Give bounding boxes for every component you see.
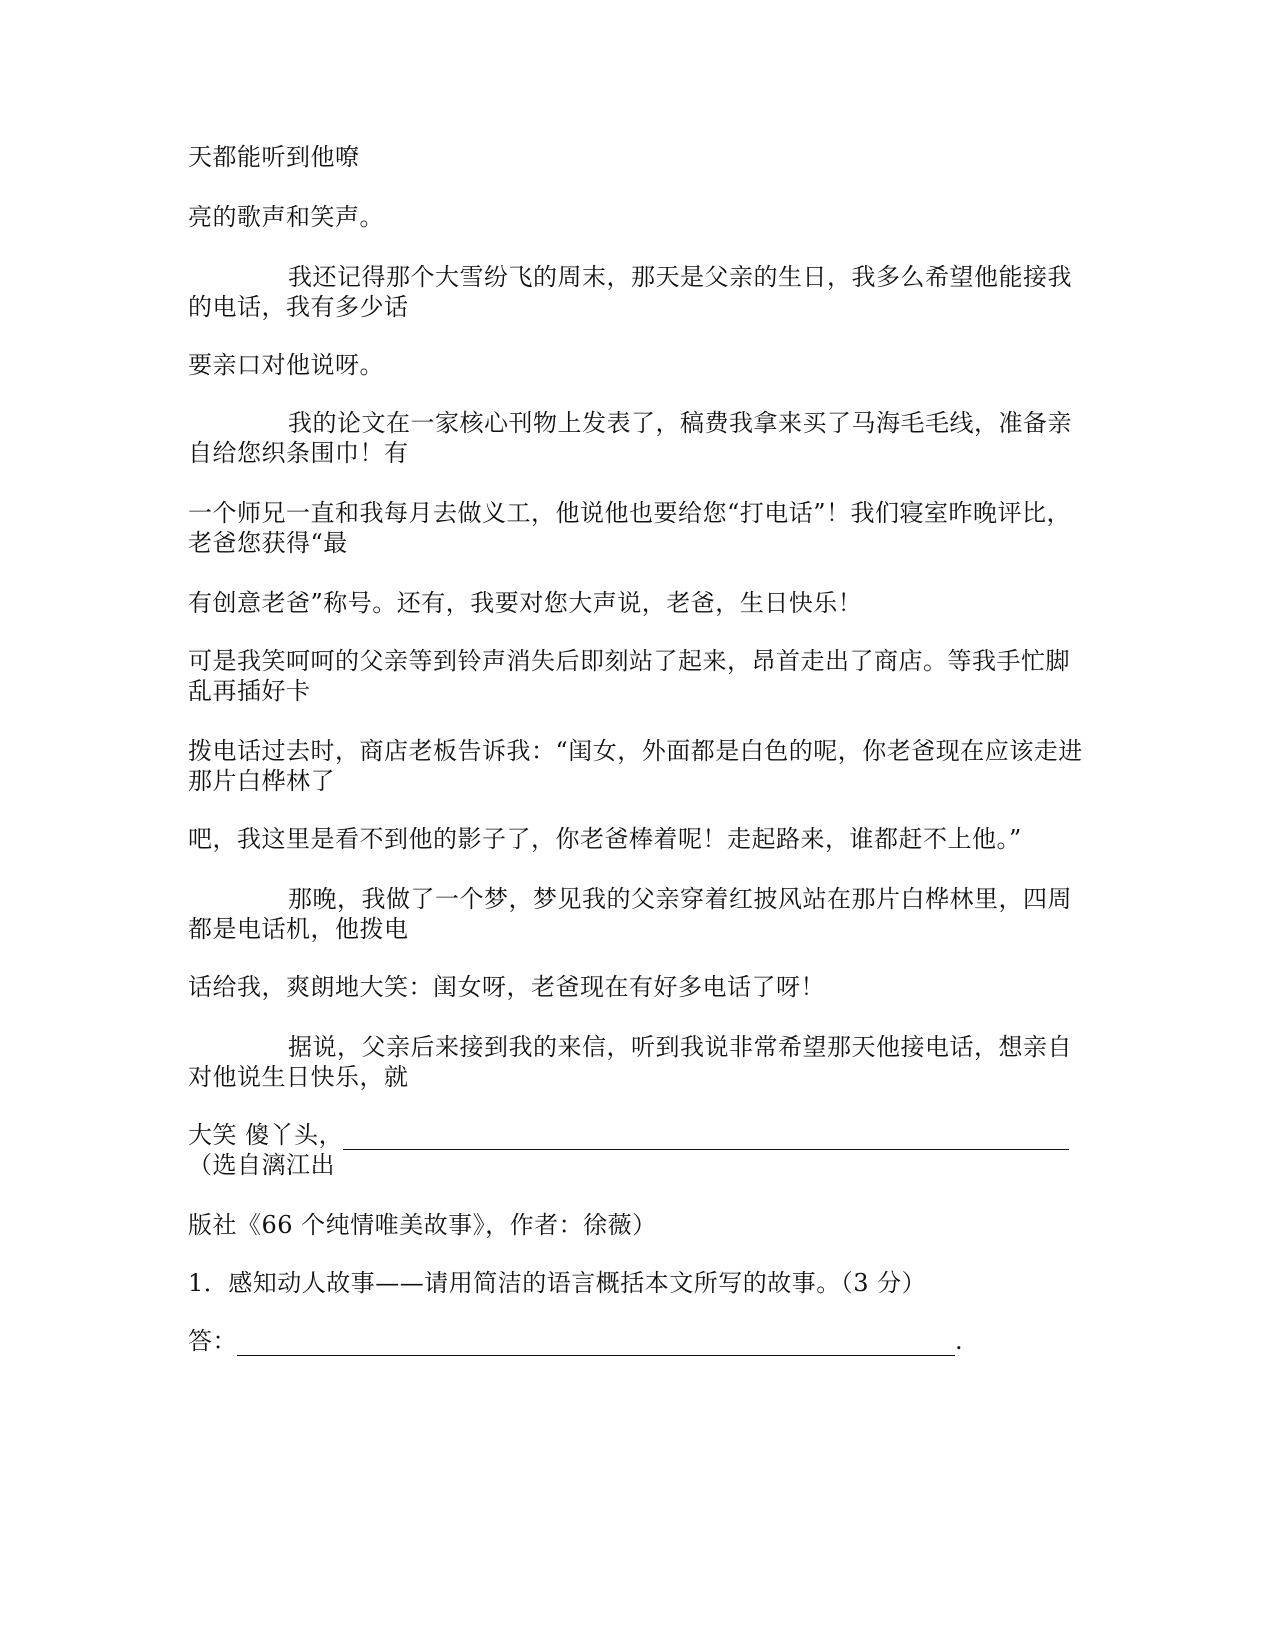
text-line: 一个师兄一直和我每月去做义工，他说他也要给您“打电话”！我们寝室昨晚评比， [188,499,1072,527]
text-line: 大笑 傻丫头， [188,1121,344,1149]
text-line: 可是我笑呵呵的父亲等到铃声消失后即刻站了起来，昂首走出了商店。等我手忙脚 [188,647,1070,675]
answer-label: 答： [188,1327,237,1355]
text-line: 要亲口对他说呀。 [188,351,384,379]
answer-row [188,1326,963,1356]
answer-end-mark: . [955,1327,964,1355]
question-1: 1．感知动人故事——请用简洁的语言概括本文所写的故事。（3 分） [188,1269,927,1297]
text-line: 天都能听到他嘹 [188,143,360,171]
paragraph-start: 那晚，我做了一个梦，梦见我的父亲穿着红披风站在那片白桦林里，四周 [288,885,1072,913]
text-line: 都是电话机，他拨电 [188,915,409,943]
text-line: 那片白桦林了 [188,767,335,795]
text-line: 拨电话过去时，商店老板告诉我：“闺女，外面都是白色的呢，你老爸现在应该走进 [188,737,1083,765]
source-citation: 版社《66 个纯情唯美故事》，作者：徐薇） [188,1211,657,1239]
text-line: 话给我，爽朗地大笑：闺女呀，老爸现在有好多电话了呀！ [188,973,825,1001]
text-line: 的电话，我有多少话 [188,293,409,321]
text-line: 吧，我这里是看不到他的影子了，你老爸棒着呢！走起路来，谁都赶不上他。” [188,825,1022,853]
text-line: 自给您织条围巾！有 [188,439,409,467]
paragraph-start: 我还记得那个大雪纷飞的周末，那天是父亲的生日，我多么希望他能接我 [288,263,1072,291]
paragraph-start: 据说，父亲后来接到我的来信，听到我说非常希望那天他接电话，想亲自 [288,1033,1072,1061]
text-line: （选自漓江出 [188,1151,335,1179]
blank-line-row [188,1120,1069,1150]
text-line: 老爸您获得“最 [188,529,348,557]
text-line: 有创意老爸”称号。还有，我要对您大声说，老爸，生日快乐！ [188,589,863,617]
text-line: 亮的歌声和笑声。 [188,203,384,231]
text-line: 乱再插好卡 [188,677,311,705]
paragraph-start: 我的论文在一家核心刊物上发表了，稿费我拿来买了马海毛毛线，准备亲 [288,409,1072,437]
text-line: 对他说生日快乐，就 [188,1063,409,1091]
fill-in-blank [343,1125,1069,1150]
answer-blank [237,1331,955,1356]
